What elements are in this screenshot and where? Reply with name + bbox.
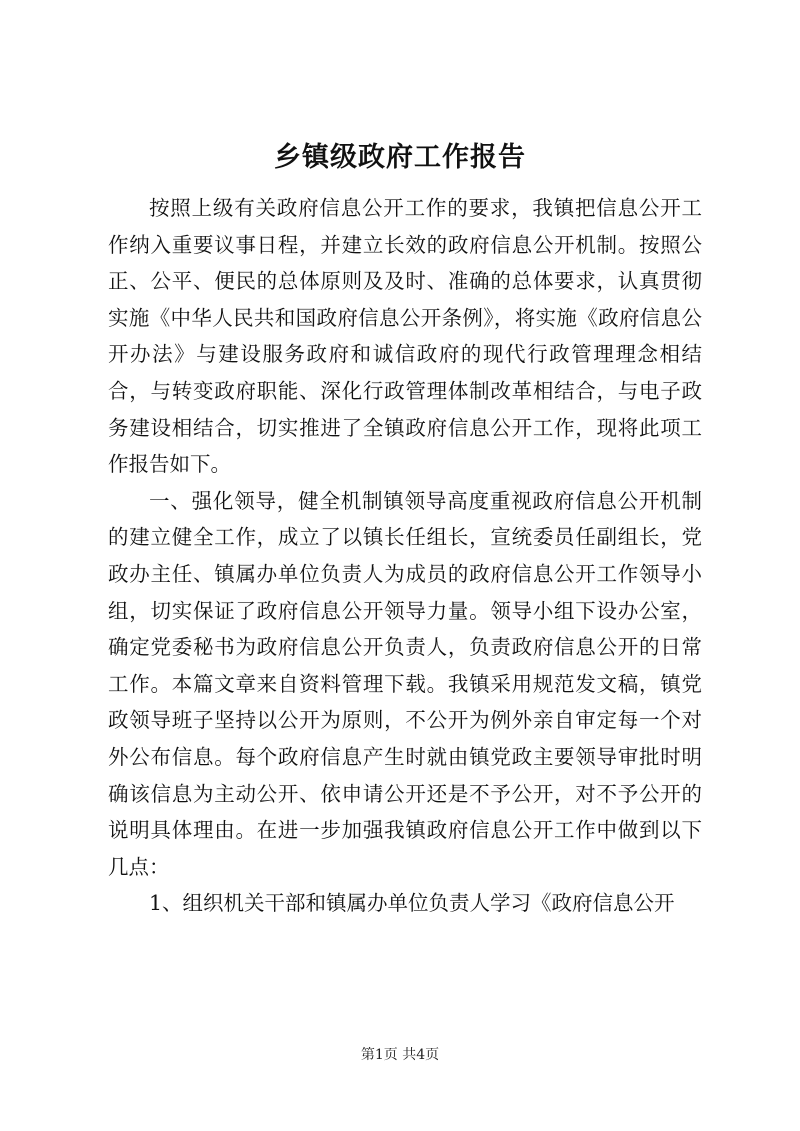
page-footer [0, 1045, 800, 1065]
paragraph-leadership: 一、强化领导，健全机制镇领导高度重视政府信息公开机制的建立健全工作，成立了以镇长任组长，宣统委员任副组长，党政办主任、镇属办单位负责人为成员的政府信息公开工作领导小组，切实保证了政府信息公开领导力量。领导小组下设办公室，确定党委秘书为政府信息公开负责人，负责政府信息公开的日常工作。本篇文章来自资料管理下载。我镇采用规范发文稿，镇党政领导班子坚持以公开为原则，不公开为例外亲自审定每一个对外公布信息。每个政府信息产生时就由镇党政主要领导审批时明确该信息为主动公开、依申请公开还是不予公开，对不予公开的说明具体理由。在进一步加强我镇政府信息公开工作中做到以下几点： [108, 488, 702, 879]
page-number-info: 第1页 共4页 [360, 1047, 440, 1063]
document-title: 乡镇级政府工作报告 [274, 142, 526, 173]
paragraph-intro: 按照上级有关政府信息公开工作的要求，我镇把信息公开工作纳入重要议事日程，并建立长效的政府信息公开机制。按照公正、公平、便民的总体原则及及时、准确的总体要求，认真贯彻实施《中华人民共和国政府信息公开条例》，将实施《政府信息公开办法》与建设服务政府和诚信政府的现代行政管理理念相结合，与转变政府职能、深化行政管理体制改革相结合，与电子政务建设相结合，切实推进了全镇政府信息公开工作，现将此项工作报告如下。 [108, 196, 702, 477]
document-body [108, 190, 702, 922]
paragraph-item-1: 1、组织机关干部和镇属办单位负责人学习《政府信息公开 [149, 891, 675, 916]
